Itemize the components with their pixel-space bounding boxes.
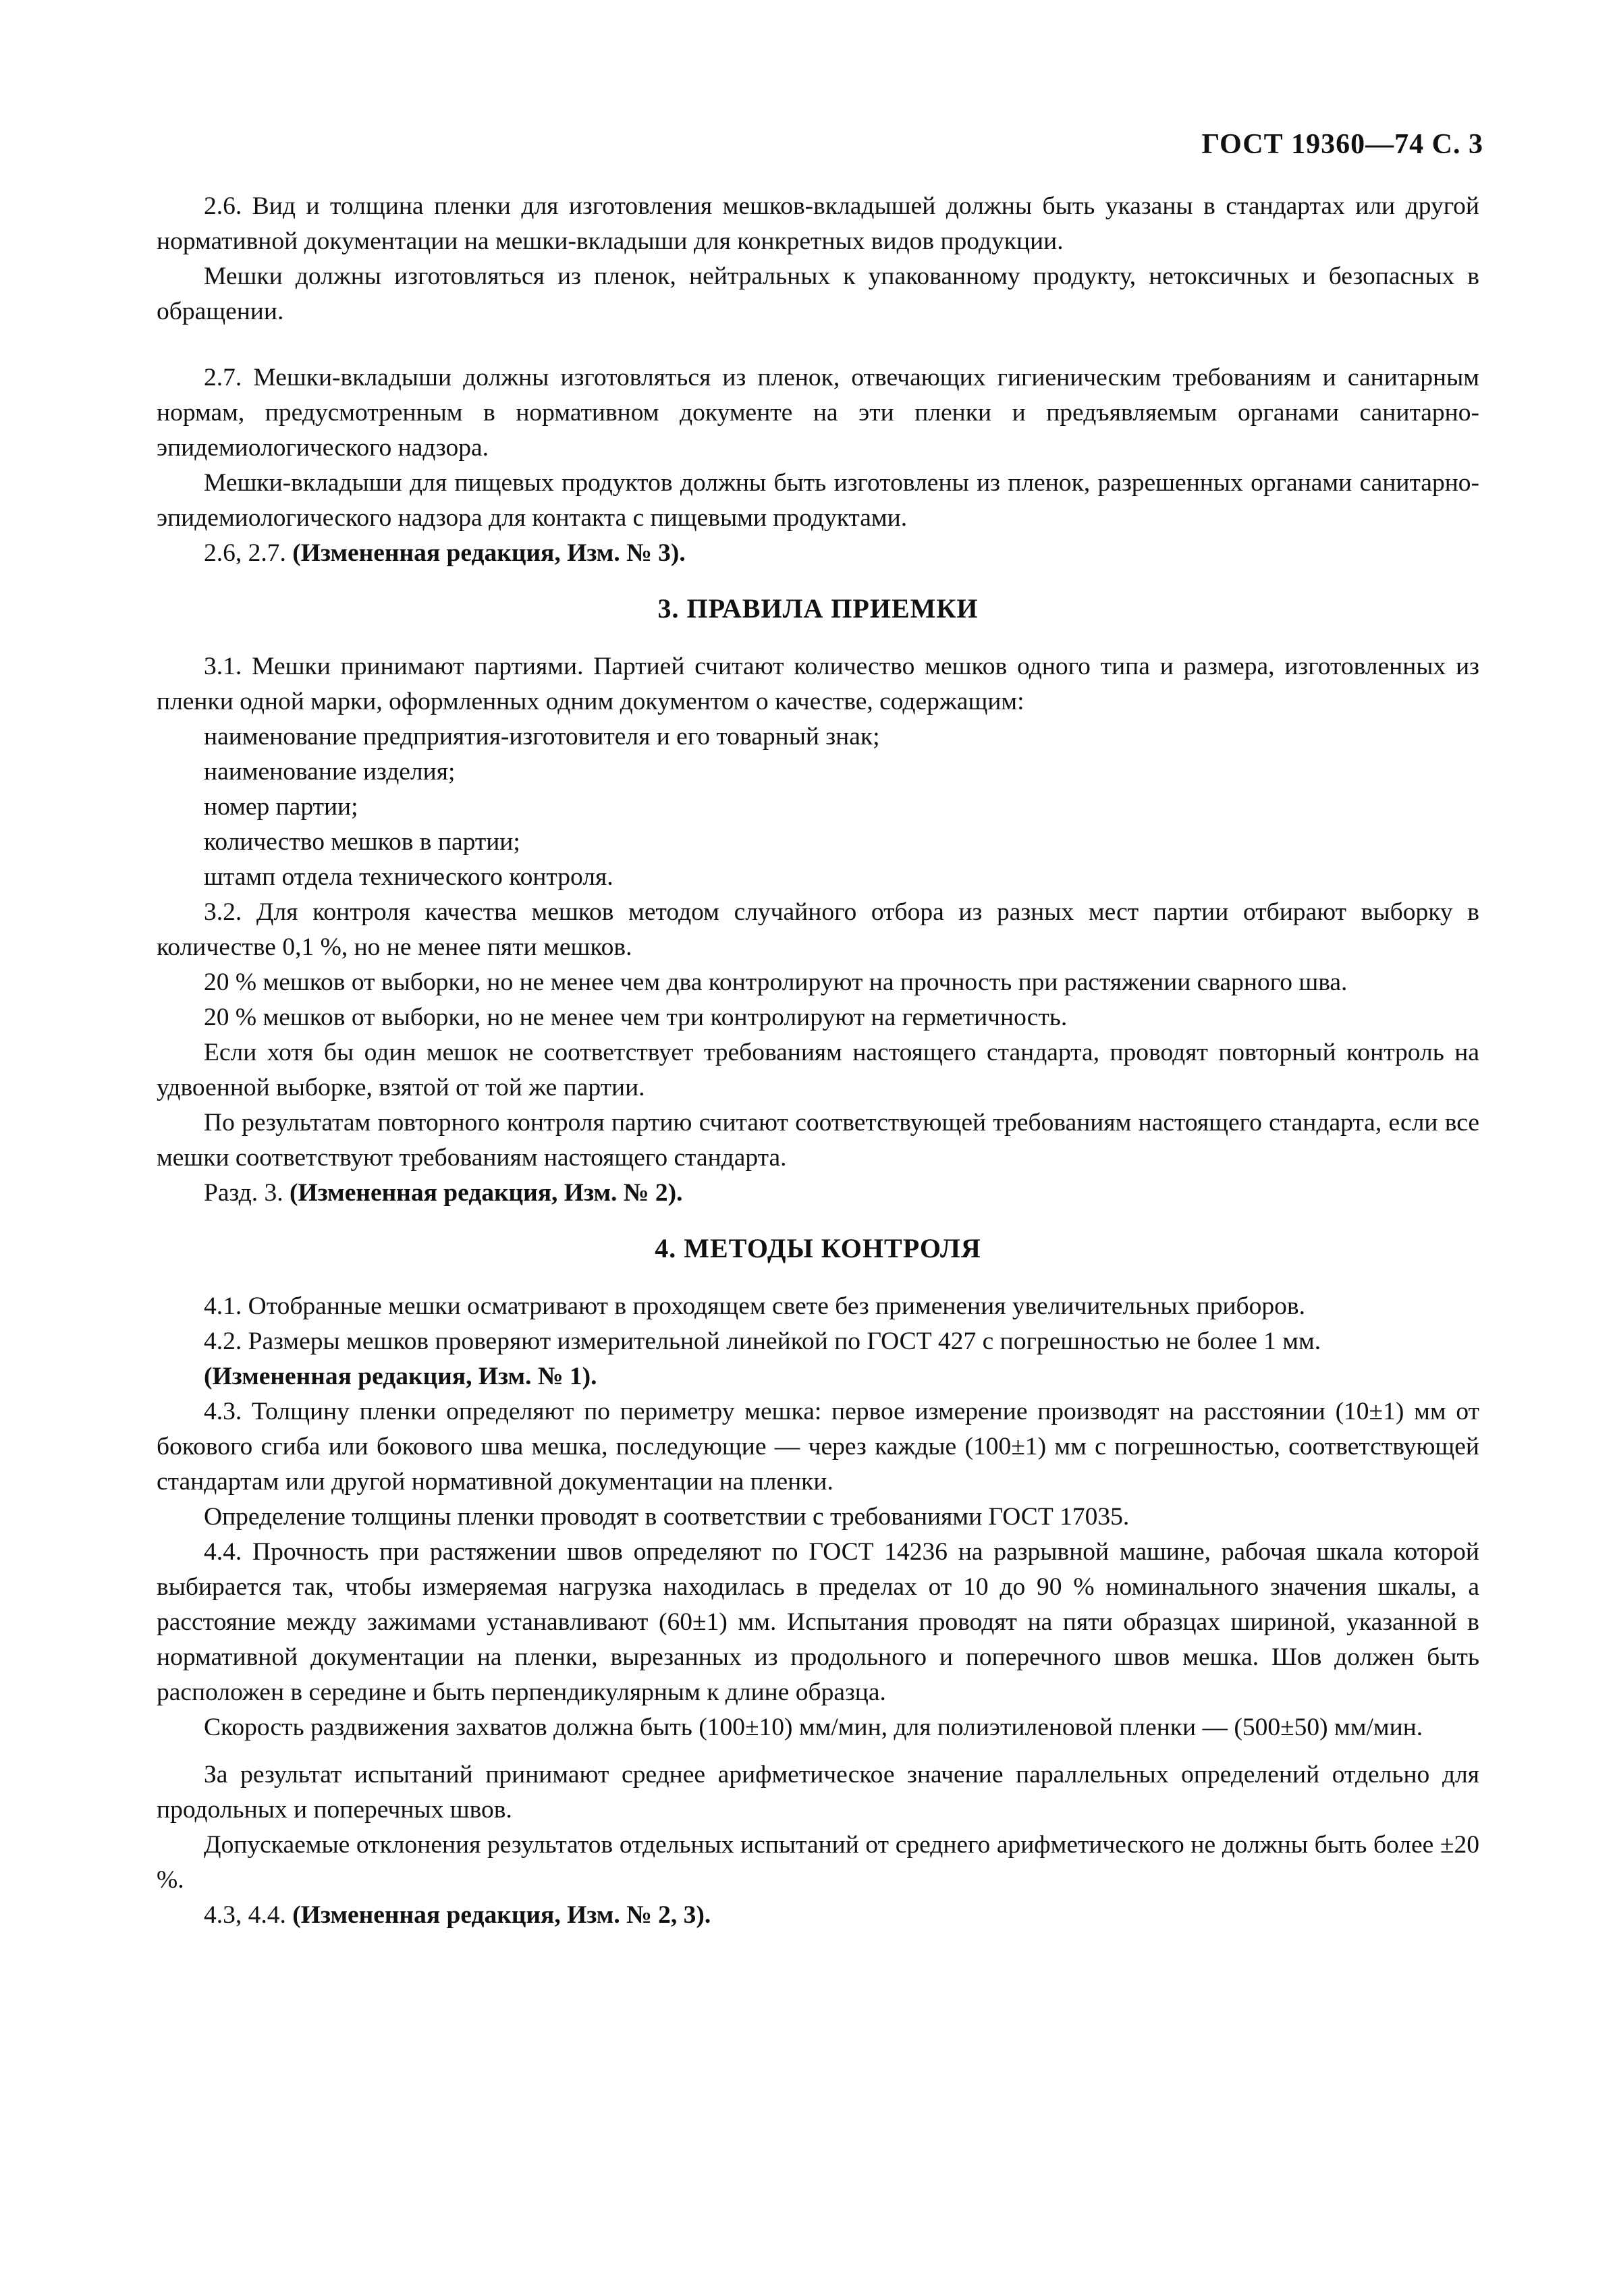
paragraph-3-2-b: 20 % мешков от выборки, но не менее чем два контролируют на прочность при растяжении сварного шва.: [204, 968, 1348, 996]
paragraph-2-6: 2.6. Вид и толщина пленки для изготовления мешков-вкладышей должны быть указаны в стандартах или другой нормативной документации на мешки-вкладыши для конкретных видов продукции.: [157, 192, 1479, 255]
document-body: [157, 189, 1479, 1933]
revision-text: (Измененная редакция, Изм. № 1).: [204, 1363, 597, 1390]
paragraph-2-7-b: Мешки-вкладыши для пищевых продуктов должны быть изготовлены из пленок, разрешенных органами санитарно-эпидемиологического надзора для контакта с пищевыми продуктами.: [157, 469, 1479, 532]
list-item: наименование изделия;: [204, 758, 456, 786]
paragraph-4-4-b: Скорость раздвижения захватов должна быть (100±10) мм/мин, для полиэтиленовой пленки — (500±50) мм/мин.: [204, 1714, 1423, 1741]
revision-note-3: [157, 1176, 1479, 1211]
revision-text: (Измененная редакция, Изм. № 3).: [292, 539, 686, 567]
revision-prefix: 2.6, 2.7.: [204, 539, 293, 567]
paragraph-4-1: 4.1. Отобранные мешки осматривают в проходящем свете без применения увеличительных приборов.: [204, 1292, 1305, 1320]
revision-prefix: 4.3, 4.4.: [204, 1901, 293, 1929]
paragraph-4-4-d: Допускаемые отклонения результатов отдельных испытаний от среднего арифметического не должны быть более ±20 %.: [157, 1831, 1479, 1894]
revision-prefix: Разд. 3.: [204, 1179, 290, 1207]
page-header: ГОСТ 19360—74 С. 3: [1201, 129, 1483, 160]
section-4-title: 4. МЕТОДЫ КОНТРОЛЯ: [655, 1233, 981, 1263]
revision-text: (Измененная редакция, Изм. № 2, 3).: [292, 1901, 711, 1929]
paragraph-3-2-d: Если хотя бы один мешок не соответствует требованиям настоящего стандарта, проводят повторный контроль на удвоенной выборке, взятой от той же партии.: [157, 1039, 1479, 1101]
revision-note-4-2: [157, 1359, 1479, 1394]
list-item: наименование предприятия-изготовителя и его товарный знак;: [204, 723, 880, 750]
paragraph-4-3-b: Определение толщины пленки проводят в соответствии с требованиями ГОСТ 17035.: [204, 1503, 1130, 1531]
list-item: штамп отдела технического контроля.: [204, 863, 613, 891]
paragraph-3-1: 3.1. Мешки принимают партиями. Партией считают количество мешков одного типа и размера, изготовленных из пленки одной марки, оформленных одним документом о качестве, содержащим:: [157, 653, 1479, 715]
paragraph-2-6-b: Мешки должны изготовляться из пленок, нейтральных к упакованному продукту, нетоксичных и безопасных в обращении.: [157, 263, 1479, 325]
paragraph-3-2-c: 20 % мешков от выборки, но не менее чем три контролируют на герметичность.: [204, 1004, 1068, 1031]
list-item: количество мешков в партии;: [204, 828, 520, 856]
section-3-title: 3. ПРАВИЛА ПРИЕМКИ: [657, 593, 979, 624]
revision-text: (Измененная редакция, Изм. № 2).: [289, 1179, 683, 1207]
paragraph-2-7: 2.7. Мешки-вкладыши должны изготовляться из пленок, отвечающих гигиеническим требованиям и санитарным нормам, предусмотренным в нормативном документе на эти пленки и предъявляемым органами санитарно-эпидемиологического надзора.: [157, 364, 1479, 462]
revision-note-4: [157, 1898, 1479, 1933]
paragraph-3-2-e: По результатам повторного контроля партию считают соответствующей требованиям настоящего стандарта, если все мешки соответствуют требованиям настоящего стандарта.: [157, 1109, 1479, 1172]
paragraph-4-3: 4.3. Толщину пленки определяют по периметру мешка: первое измерение производят на расстоянии (10±1) мм от бокового сгиба или бокового шва мешка, последующие — через каждые (100±1) мм с погрешностью, соответствующей стандартам или другой нормативной документации на пленки.: [157, 1398, 1479, 1496]
list-item: номер партии;: [204, 793, 358, 821]
paragraph-3-2: 3.2. Для контроля качества мешков методом случайного отбора из разных мест партии отбирают выборку в количестве 0,1 %, но не менее пяти мешков.: [157, 898, 1479, 961]
paragraph-4-2: 4.2. Размеры мешков проверяют измерительной линейкой по ГОСТ 427 с погрешностью не более 1 мм.: [204, 1328, 1321, 1355]
revision-note-2: [157, 536, 1479, 571]
paragraph-4-4: 4.4. Прочность при растяжении швов определяют по ГОСТ 14236 на разрывной машине, рабочая шкала которой выбирается так, чтобы измеряемая нагрузка находилась в пределах от 10 до 90 % номинального значения шкалы, а расстояние между зажимами устанавливают (60±1) мм. Испытания проводят на пяти образцах шириной, указанной в нормативной документации на пленки, вырезанных из продольного и поперечного швов мешка. Шов должен быть расположен в середине и быть перпендикулярным к длине образца.: [157, 1538, 1479, 1706]
paragraph-4-4-c: За результат испытаний принимают среднее арифметическое значение параллельных определений отдельно для продольных и поперечных швов.: [157, 1761, 1479, 1824]
